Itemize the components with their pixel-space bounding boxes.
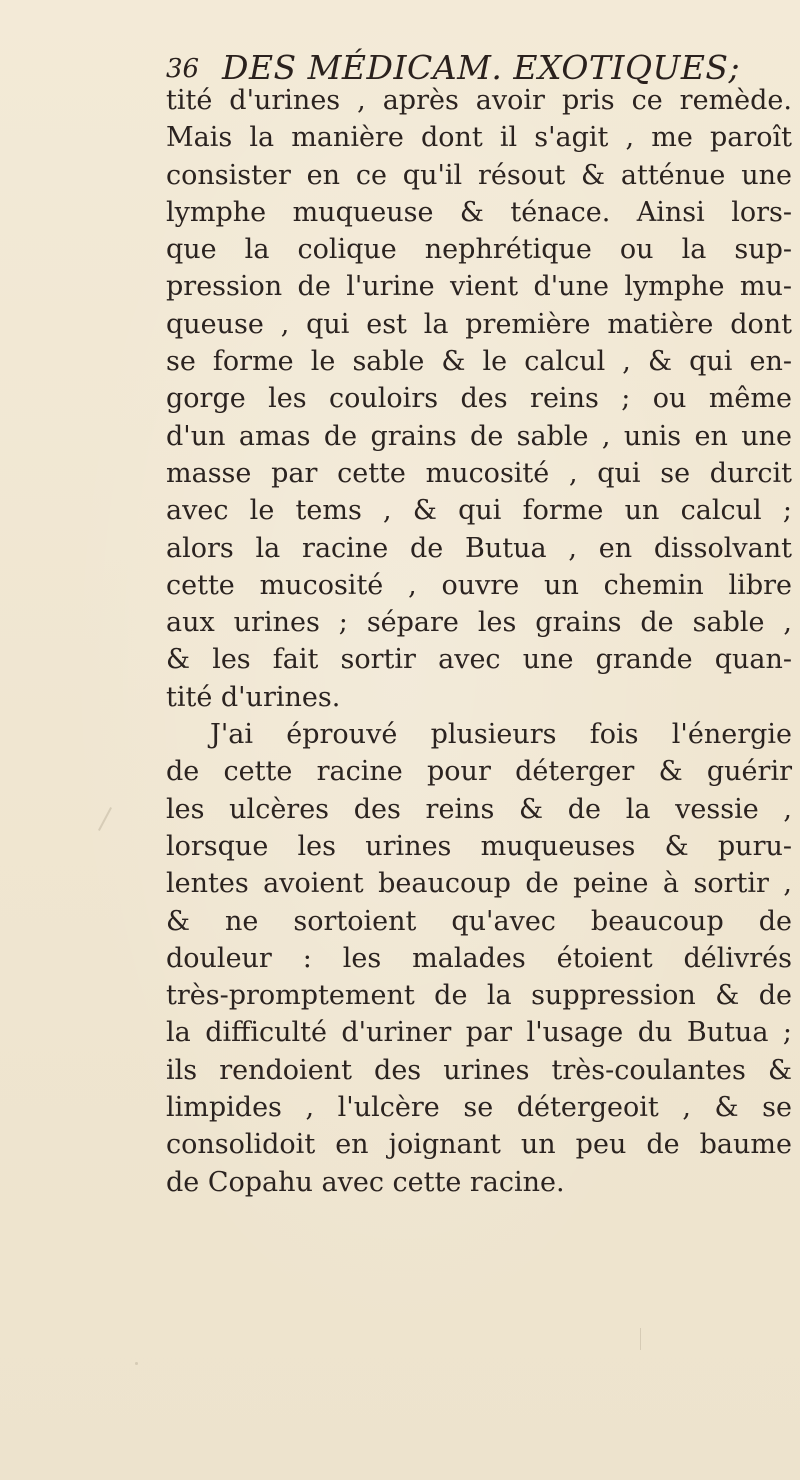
- text-line: consolidoit en joignant un peu de baume: [166, 1129, 792, 1161]
- text-line: queuse , qui est la première matière dont: [166, 308, 792, 340]
- text-line: Mais la manière dont il s'agit , me paroît: [166, 122, 792, 154]
- body-text: [166, 82, 792, 1201]
- text-line: de Copahu avec cette racine.: [166, 1166, 565, 1198]
- text-line: alors la racine de Butua , en dissolvant: [166, 532, 792, 564]
- text-line: & les fait sortir avec une grande quan-: [166, 644, 792, 676]
- text-line: aux urines ; sépare les grains de sable ,: [166, 607, 792, 639]
- text-line: ils rendoient des urines très-coulantes &: [166, 1054, 792, 1086]
- text-line: tité d'urines.: [166, 681, 341, 713]
- text-line: gorge les couloirs des reins ; ou même: [166, 383, 792, 415]
- text-line: lymphe muqueuse & ténace. Ainsi lors-: [166, 196, 792, 228]
- text-line: se forme le sable & le calcul , & qui en-: [166, 346, 792, 378]
- text-line: douleur : les malades étoient délivrés: [166, 942, 792, 974]
- text-line: très-promptement de la suppression & de: [166, 980, 792, 1012]
- paragraph-1: [166, 82, 792, 716]
- page-number: 36: [166, 54, 200, 84]
- paragraph-2: [166, 716, 792, 1201]
- paper-speck: [98, 807, 112, 831]
- text-line: tité d'urines , après avoir pris ce remède.: [166, 85, 792, 116]
- text-line: avec le tems , & qui forme un calcul ;: [166, 495, 792, 527]
- text-line: d'un amas de grains de sable , unis en une: [166, 420, 792, 452]
- text-line: lentes avoient beaucoup de peine à sortir ,: [166, 868, 792, 900]
- text-line: consister en ce qu'il résout & atténue une: [166, 159, 792, 191]
- text-line: lorsque les urines muqueuses & puru-: [166, 830, 792, 862]
- text-line: de cette racine pour déterger & guérir: [166, 756, 792, 788]
- text-line: & ne sortoient qu'avec beaucoup de: [166, 905, 792, 937]
- text-line: pression de l'urine vient d'une lymphe mu-: [166, 271, 792, 303]
- text-line: J'ai éprouvé plusieurs fois l'énergie: [210, 719, 792, 751]
- text-line: limpides , l'ulcère se détergeoit , & se: [166, 1092, 792, 1124]
- text-line: les ulcères des reins & de la vessie ,: [166, 793, 792, 825]
- paper-speck: [640, 1328, 641, 1350]
- text-line: cette mucosité , ouvre un chemin libre: [166, 569, 792, 601]
- text-line: que la colique nephrétique ou la sup-: [166, 234, 792, 266]
- text-line: la difficulté d'uriner par l'usage du Butua ;: [166, 1017, 792, 1049]
- paper-speck: [135, 1362, 138, 1365]
- running-title: DES MÉDICAM. EXOTIQUES;: [222, 48, 741, 87]
- text-line: masse par cette mucosité , qui se durcit: [166, 457, 792, 489]
